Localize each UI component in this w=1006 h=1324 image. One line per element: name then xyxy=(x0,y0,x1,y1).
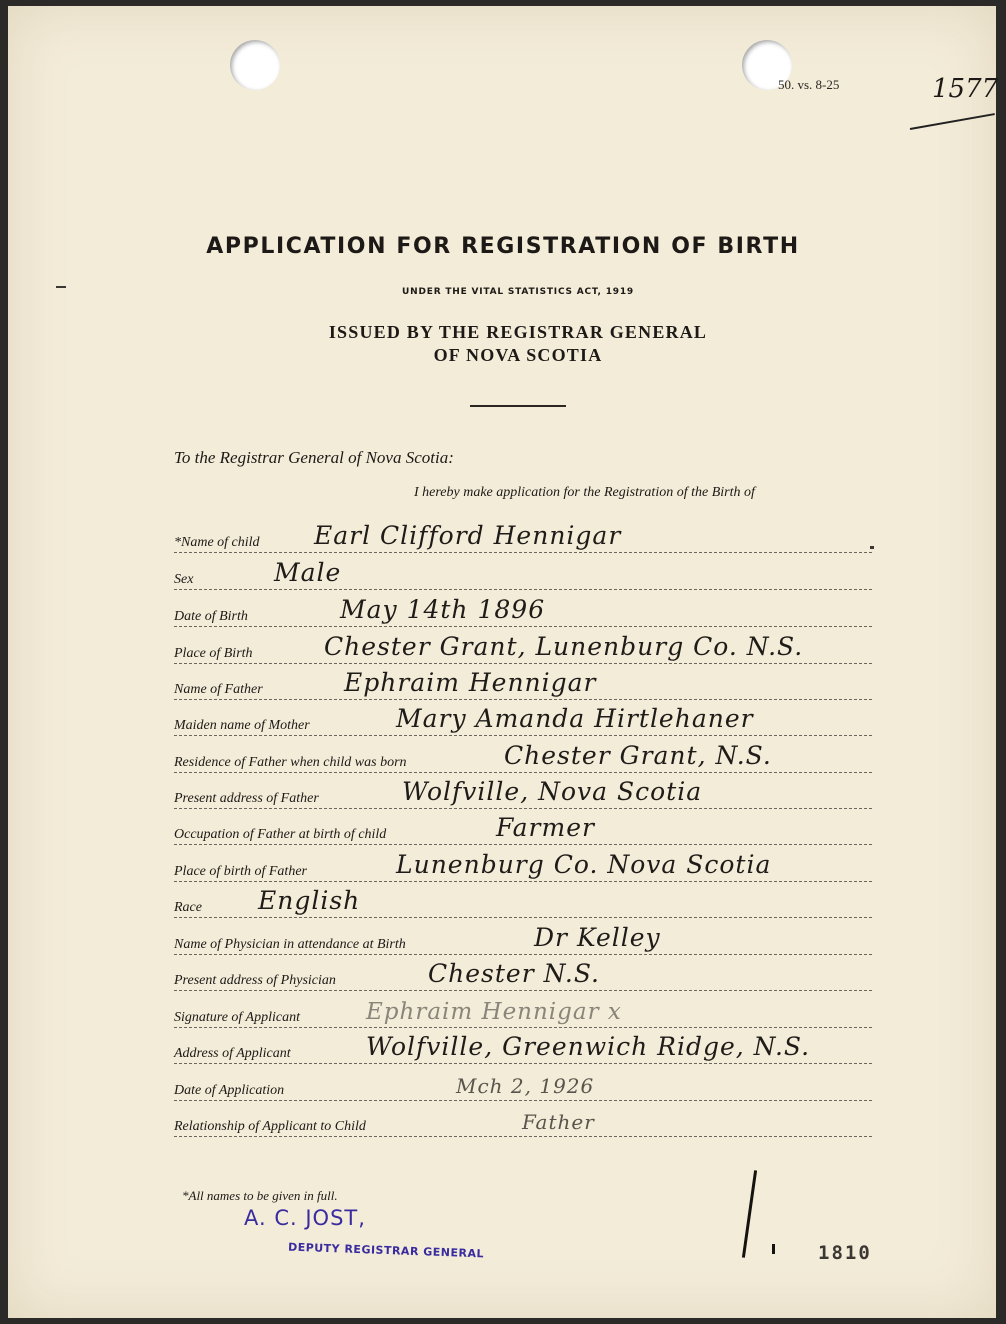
field-address-of-applicant xyxy=(174,1032,872,1064)
document-subtitle: UNDER THE VITAL STATISTICS ACT, 1919 xyxy=(402,287,634,297)
field-value: Farmer xyxy=(496,813,595,842)
field-place-of-birth xyxy=(174,632,872,664)
serial-number: 1810 xyxy=(818,1242,872,1264)
field-label: Name of Father xyxy=(174,682,263,697)
field-value: Mch 2, 1926 xyxy=(456,1074,595,1098)
form-code: 50. vs. 8-25 xyxy=(778,77,840,92)
field-label: Present address of Physician xyxy=(174,973,336,988)
field-name-of-child xyxy=(174,521,872,553)
field-occupation-of-father xyxy=(174,813,872,845)
field-value: Ephraim Hennigar xyxy=(344,668,597,697)
field-label: Maiden name of Mother xyxy=(174,718,310,733)
title-divider xyxy=(470,405,566,407)
registrar-stamp-title: DEPUTY REGISTRAR GENERAL xyxy=(287,1240,485,1261)
stray-mark xyxy=(870,546,874,549)
field-date-of-application xyxy=(174,1074,872,1101)
field-label: Occupation of Father at birth of child xyxy=(174,827,387,842)
field-label: Signature of Applicant xyxy=(174,1010,300,1025)
field-label: Sex xyxy=(174,572,194,587)
field-signature-of-applicant xyxy=(174,999,872,1028)
field-value: Mary Amanda Hirtlehaner xyxy=(396,704,754,733)
salutation: To the Registrar General of Nova Scotia: xyxy=(174,448,454,467)
field-label: Residence of Father when child was born xyxy=(174,755,407,770)
registrar-stamp-name: A. C. JOST, xyxy=(244,1206,366,1230)
field-label: Date of Application xyxy=(174,1083,285,1098)
field-residence-of-father xyxy=(174,741,872,773)
field-value: Earl Clifford Hennigar xyxy=(314,521,622,550)
field-value: Ephraim Hennigar x xyxy=(366,999,622,1025)
field-relationship-of-applicant xyxy=(174,1110,872,1137)
field-value: Chester Grant, N.S. xyxy=(504,741,772,770)
field-value: Wolfville, Nova Scotia xyxy=(402,777,703,806)
field-race xyxy=(174,886,872,918)
field-value: Chester N.S. xyxy=(428,959,600,988)
field-label: Date of Birth xyxy=(174,609,248,624)
field-present-address-of-father xyxy=(174,777,872,809)
field-value: Wolfville, Greenwich Ridge, N.S. xyxy=(366,1032,811,1061)
stray-mark xyxy=(56,286,66,288)
issued-by-line-1: ISSUED BY THE REGISTRAR GENERAL xyxy=(328,322,708,342)
field-place-of-birth-of-father xyxy=(174,850,872,882)
field-value: Father xyxy=(522,1110,595,1134)
field-label: Place of birth of Father xyxy=(174,864,307,879)
field-label: Relationship of Applicant to Child xyxy=(174,1119,366,1134)
field-label: Name of Physician in attendance at Birth xyxy=(174,937,406,952)
check-mark-small xyxy=(772,1244,775,1254)
field-value: Dr Kelley xyxy=(534,923,661,952)
field-label: Race xyxy=(174,900,202,915)
field-value: Male xyxy=(274,558,342,587)
field-present-address-of-physician xyxy=(174,959,872,991)
document-title: APPLICATION FOR REGISTRATION OF BIRTH xyxy=(206,234,800,259)
field-value: Lunenburg Co. Nova Scotia xyxy=(396,850,772,879)
field-name-of-father xyxy=(174,668,872,700)
issued-by xyxy=(0,321,1006,367)
field-value: English xyxy=(258,886,361,915)
field-label: Present address of Father xyxy=(174,791,319,806)
field-label: *Name of child xyxy=(174,535,260,550)
punch-hole-left xyxy=(230,40,280,90)
file-number: 1577 xyxy=(932,74,999,104)
field-sex xyxy=(174,558,872,590)
field-name-of-physician xyxy=(174,923,872,955)
intro-text: I hereby make application for the Registration of the Birth of xyxy=(414,485,755,500)
issued-by-line-2: OF NOVA SCOTIA xyxy=(433,345,603,365)
field-value: May 14th 1896 xyxy=(340,595,546,624)
field-date-of-birth xyxy=(174,595,872,627)
field-value: Chester Grant, Lunenburg Co. N.S. xyxy=(324,632,804,661)
field-label: Address of Applicant xyxy=(174,1046,291,1061)
field-maiden-name-of-mother xyxy=(174,704,872,736)
footnote: *All names to be given in full. xyxy=(182,1188,338,1203)
field-label: Place of Birth xyxy=(174,646,253,661)
